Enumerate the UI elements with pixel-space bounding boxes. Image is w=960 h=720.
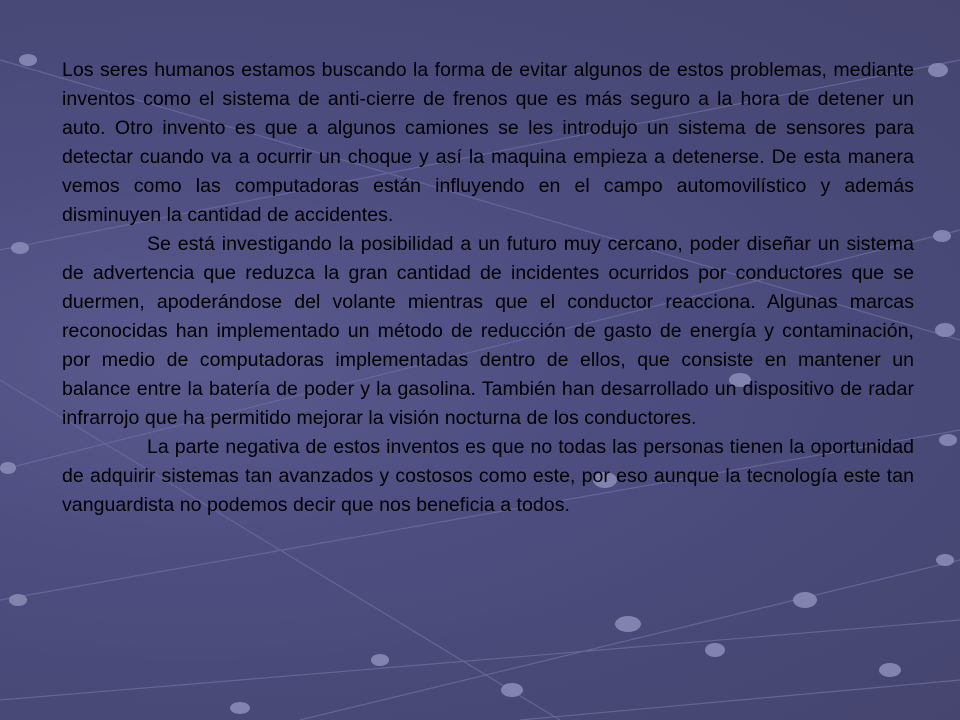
decor-bead bbox=[939, 434, 957, 446]
decor-bead bbox=[936, 554, 954, 566]
decor-bead bbox=[0, 462, 16, 474]
decor-line bbox=[520, 680, 960, 720]
decor-line bbox=[0, 620, 960, 700]
decor-line bbox=[300, 560, 960, 720]
decor-bead bbox=[615, 616, 641, 632]
decor-bead bbox=[371, 654, 389, 666]
decor-bead bbox=[928, 63, 948, 77]
decor-bead bbox=[19, 54, 37, 66]
decor-bead bbox=[879, 663, 901, 677]
decor-bead bbox=[933, 230, 951, 242]
body-text bbox=[62, 56, 914, 520]
decor-bead bbox=[501, 683, 523, 697]
paragraph-2: Se está investigando la posibilidad a un futuro muy cercano, poder diseñar un sistema de advertencia que reduzca la gran cantidad de incidentes ocurridos por conductores que se duermen, apoderándose del volante mientras que el conductor reacciona. Algunas marcas reconocidas han implementado un método de reducción de gasto de energía y contaminación, por medio de computadoras implementadas dentro de ellos, que consiste en mantener un balance entre la batería de poder y la gasolina. También han desarrollado un dispositivo de radar infrarrojo que ha permitido mejorar la visión nocturna de los conductores. bbox=[62, 233, 914, 429]
decor-bead bbox=[793, 592, 817, 608]
paragraph-1: Los seres humanos estamos buscando la forma de evitar algunos de estos problemas, mediante inventos como el sistema de anti-cierre de frenos que es más seguro a la hora de detener un auto. Otro invento es que a algunos camiones se les introdujo un sistema de sensores para detectar cuando va a ocurrir un choque y así la maquina empieza a detenerse. De esta manera vemos como las computadoras están influyendo en el campo automovilístico y además disminuyen la cantidad de accidentes. bbox=[62, 59, 914, 226]
decor-bead bbox=[935, 323, 955, 337]
decor-bead bbox=[705, 643, 725, 657]
decor-bead bbox=[230, 702, 250, 714]
decor-bead bbox=[9, 594, 27, 606]
paragraph-3: La parte negativa de estos inventos es que no todas las personas tienen la oportunidad de adquirir sistemas tan avanzados y costosos como este, por eso aunque la tecnología este tan vanguardista no podemos decir que nos beneficia a todos. bbox=[62, 436, 914, 516]
decor-bead bbox=[11, 242, 29, 254]
